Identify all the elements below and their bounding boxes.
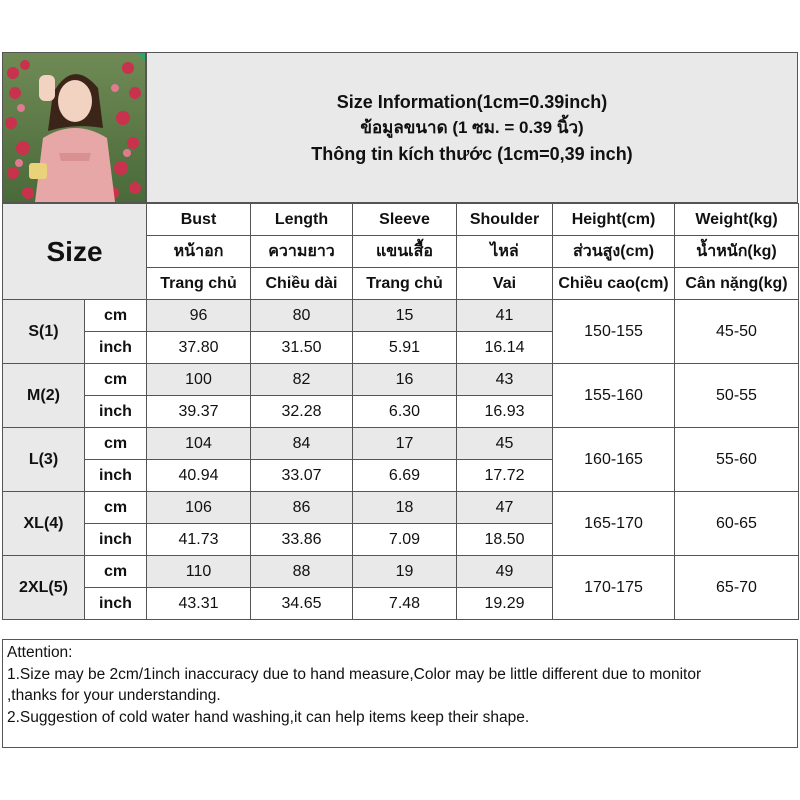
height-range: 155-160 — [553, 364, 675, 428]
size-label: S(1) — [3, 300, 85, 364]
product-photo — [2, 52, 146, 203]
shoulder-cm: 41 — [457, 300, 553, 332]
size-label: M(2) — [3, 364, 85, 428]
col-sleeve-vi: Trang chủ — [353, 268, 457, 300]
length-cm: 80 — [251, 300, 353, 332]
length-inch: 31.50 — [251, 332, 353, 364]
sleeve-inch: 7.48 — [353, 588, 457, 620]
col-weight-thai: น้ำหนัก(kg) — [675, 236, 799, 268]
shoulder-inch: 16.93 — [457, 396, 553, 428]
unit-label: cm — [85, 492, 147, 524]
col-sleeve-thai: แขนเสื้อ — [353, 236, 457, 268]
bust-cm: 106 — [147, 492, 251, 524]
title-thai: ข้อมูลขนาด (1 ซม. = 0.39 นิ้ว) — [360, 117, 584, 137]
size-label: XL(4) — [3, 492, 85, 556]
col-weight-vi: Cân nặng(kg) — [675, 268, 799, 300]
corner-marker — [137, 53, 145, 61]
sleeve-inch: 6.69 — [353, 460, 457, 492]
col-height: Height(cm) — [553, 204, 675, 236]
table-row — [3, 364, 799, 396]
weight-range: 50-55 — [675, 364, 799, 428]
shoulder-inch: 17.72 — [457, 460, 553, 492]
weight-range: 45-50 — [675, 300, 799, 364]
weight-range: 65-70 — [675, 556, 799, 620]
sleeve-cm: 19 — [353, 556, 457, 588]
table-row — [3, 300, 799, 332]
col-length: Length — [251, 204, 353, 236]
length-inch: 34.65 — [251, 588, 353, 620]
col-height-thai: ส่วนสูง(cm) — [553, 236, 675, 268]
title-vietnamese: Thông tin kích thước (1cm=0,39 inch) — [311, 143, 633, 164]
height-range: 170-175 — [553, 556, 675, 620]
shoulder-cm: 49 — [457, 556, 553, 588]
shoulder-inch: 19.29 — [457, 588, 553, 620]
col-bust: Bust — [147, 204, 251, 236]
height-range: 165-170 — [553, 492, 675, 556]
table-row — [3, 428, 799, 460]
sleeve-cm: 16 — [353, 364, 457, 396]
shoulder-cm: 45 — [457, 428, 553, 460]
col-length-vi: Chiều dài — [251, 268, 353, 300]
bust-inch: 40.94 — [147, 460, 251, 492]
sleeve-inch: 6.30 — [353, 396, 457, 428]
sleeve-inch: 5.91 — [353, 332, 457, 364]
sleeve-cm: 18 — [353, 492, 457, 524]
note-line: ,thanks for your understanding. — [7, 687, 221, 704]
height-range: 160-165 — [553, 428, 675, 492]
shoulder-inch: 18.50 — [457, 524, 553, 556]
bust-cm: 100 — [147, 364, 251, 396]
sleeve-cm: 15 — [353, 300, 457, 332]
table-row — [3, 556, 799, 588]
length-inch: 33.86 — [251, 524, 353, 556]
shoulder-cm: 47 — [457, 492, 553, 524]
note-line: 2.Suggestion of cold water hand washing,it can help items keep their shape. — [7, 708, 530, 726]
unit-label: cm — [85, 556, 147, 588]
note-line: 1.Size may be 2cm/1inch inaccuracy due to hand measure,Color may be little different due to monitor — [7, 665, 702, 683]
unit-label: inch — [85, 332, 147, 364]
header-row-english — [3, 204, 799, 236]
col-shoulder: Shoulder — [457, 204, 553, 236]
size-label: L(3) — [3, 428, 85, 492]
unit-label: inch — [85, 460, 147, 492]
bust-cm: 104 — [147, 428, 251, 460]
col-bust-thai: หน้าอก — [147, 236, 251, 268]
size-label: 2XL(5) — [3, 556, 85, 620]
length-cm: 82 — [251, 364, 353, 396]
title-english: Size Information(1cm=0.39inch) — [336, 91, 608, 112]
length-cm: 88 — [251, 556, 353, 588]
height-range: 150-155 — [553, 300, 675, 364]
length-cm: 86 — [251, 492, 353, 524]
length-cm: 84 — [251, 428, 353, 460]
shoulder-cm: 43 — [457, 364, 553, 396]
col-shoulder-vi: Vai — [457, 268, 553, 300]
bust-inch: 37.80 — [147, 332, 251, 364]
sleeve-inch: 7.09 — [353, 524, 457, 556]
bust-inch: 43.31 — [147, 588, 251, 620]
bust-inch: 41.73 — [147, 524, 251, 556]
model-photo-image — [3, 53, 145, 202]
unit-label: inch — [85, 524, 147, 556]
col-sleeve: Sleeve — [353, 204, 457, 236]
col-weight: Weight(kg) — [675, 204, 799, 236]
size-chart-table — [2, 203, 799, 620]
unit-label: cm — [85, 364, 147, 396]
bust-inch: 39.37 — [147, 396, 251, 428]
size-header: Size — [3, 204, 147, 300]
length-inch: 32.28 — [251, 396, 353, 428]
table-row — [3, 492, 799, 524]
unit-label: inch — [85, 588, 147, 620]
col-bust-vi: Trang chủ — [147, 268, 251, 300]
unit-label: cm — [85, 428, 147, 460]
length-inch: 33.07 — [251, 460, 353, 492]
unit-label: cm — [85, 300, 147, 332]
notes-heading: Attention: — [7, 644, 73, 661]
unit-label: inch — [85, 396, 147, 428]
col-shoulder-thai: ไหล่ — [457, 236, 553, 268]
bust-cm: 110 — [147, 556, 251, 588]
col-height-vi: Chiều cao(cm) — [553, 268, 675, 300]
sleeve-cm: 17 — [353, 428, 457, 460]
col-length-thai: ความยาว — [251, 236, 353, 268]
attention-notes — [2, 639, 798, 748]
size-info-header — [146, 52, 798, 203]
bust-cm: 96 — [147, 300, 251, 332]
weight-range: 60-65 — [675, 492, 799, 556]
weight-range: 55-60 — [675, 428, 799, 492]
shoulder-inch: 16.14 — [457, 332, 553, 364]
